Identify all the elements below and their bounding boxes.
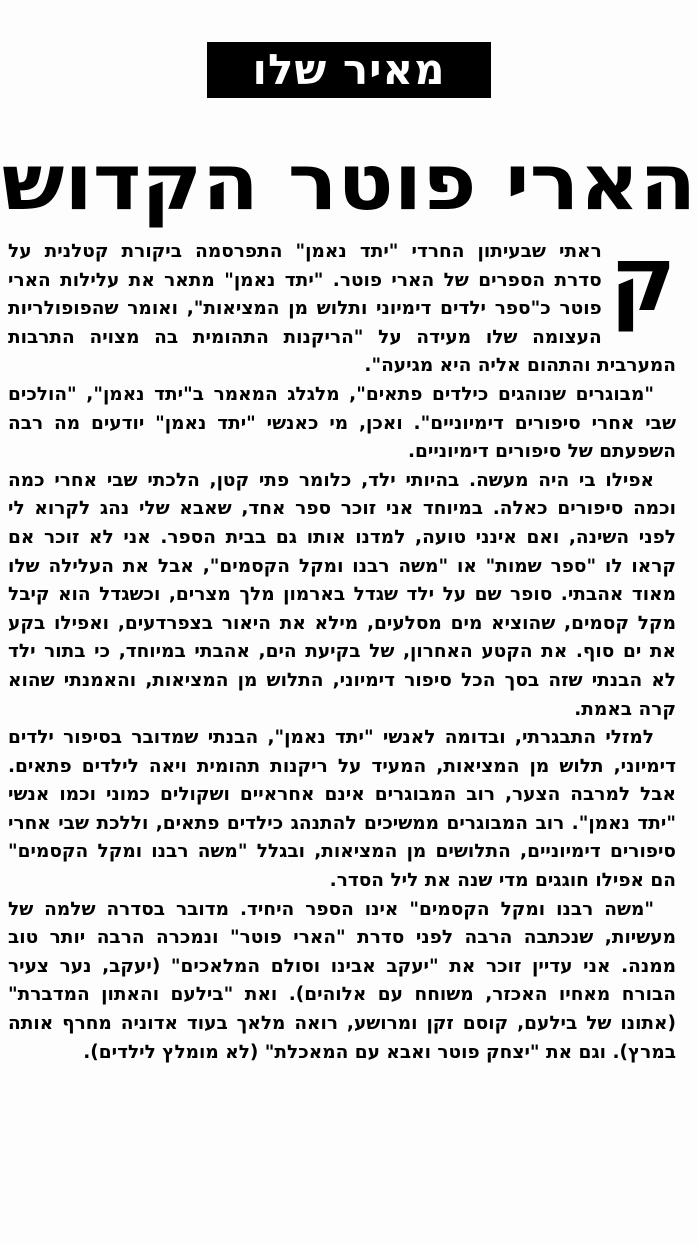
paragraph-text: ראתי שבעיתון החרדי "יתד נאמן" התפרסמה ביקורת קטלנית על סדרת הספרים של הארי פוטר. "יתד נאמן" מתאר את עלילות הארי פוטר כ"ספר ילדים דימיוני ותלוש מן המציאות", ואומר שהפופולריות העצומה שלו מעידה על "הריקנות התהומית בה מצויה התרבות המערבית והתהום אליה היא מגיעה". [8, 241, 676, 377]
author-byline: מאיר שלו [252, 45, 446, 94]
drop-cap: ק [609, 238, 676, 332]
article-paragraph: למזלי התבגרתי, ובדומה לאנשי "יתד נאמן", הבנתי שמדובר בסיפור ילדים דימיוני, תלוש מן המציאות, המעיד על ריקנות תהומית ויאה לילדים פתאים. אבל למרבה הצער, רוב המבוגרים אינם אחראיים ושקולים כמוני וכמו אנשי "יתד נאמן". רוב המבוגרים ממשיכים להתנהג כילדים פתאים, וללכת שבי אחרי סיפורים דימיוניים, התלושים מן המציאות, ובגלל "משה רבנו ומקל הקסמים" הם אפילו חוגגים מדי שנה את ליל הסדר. [8, 727, 676, 892]
author-byline-box [207, 42, 491, 98]
article-headline: הארי פוטר הקדוש [1, 138, 697, 228]
article-paragraph [8, 238, 676, 381]
article-paragraph: "משה רבנו ומקל הקסמים" אינו הספר היחיד. מדובר בסדרה שלמה של מעשיות, שנכתבה הרבה לפני סדרת "הארי פוטר" ונמכרה הרבה יותר טוב ממנה. אני עדיין זוכר את "יעקב אבינו וסולם המלאכים" (יעקב, נער צעיר הבורח מאחיו האכזר, משוחח עם אלוהים). ואת "בילעם והאתון המדברת" (אתונו של בילעם, קוסם זקן ומרושע, רואה מלאך בעוד אדוניה מחרף אותה במרץ). וגם את "יצחק פוטר ואבא עם המאכלת" (לא מומלץ לילדים). [8, 898, 676, 1063]
article-paragraph: "מבוגרים שנוהגים כילדים פתאים", מלגלג המאמר ב"יתד נאמן", "הולכים שבי אחרי סיפורים דימיוניים". ואכן, מי כאנשי "יתד נאמן" יודעים מה רבה השפעתם של סיפורים דימיוניים. [8, 383, 676, 463]
article-body [8, 238, 676, 1228]
article-paragraph: אפילו בי היה מעשה. בהיותי ילד, כלומר פתי קטן, הלכתי שבי אחרי כמה וכמה סיפורים כאלה. במיוחד אני זוכר ספר אחד, שאבא שלי נהג לקרוא לי לפני השינה, ואם אינני טועה, למדנו אותו גם בבית הספר. אני לא זוכר אם קראו לו "ספר שמות" או "משה רבנו ומקל הקסמים", אבל את העלילה שלו מאוד אהבתי. סופר שם על ילד שגדל בארמון מלך מצרים, וכשגדל הוא קיבל מקל קסמים, שהוציא מים מסלעים, מילא את היאור בצפרדעים, ואפילו בקע את ים סוף. את הקטע האחרון, של בקיעת הים, אהבתי במיוחד, כי בתור ילד לא הבנתי שזה בסך הכל סיפור דימיוני, התלוש מן המציאות, והאמנתי שהוא קרה באמת. [8, 469, 676, 720]
